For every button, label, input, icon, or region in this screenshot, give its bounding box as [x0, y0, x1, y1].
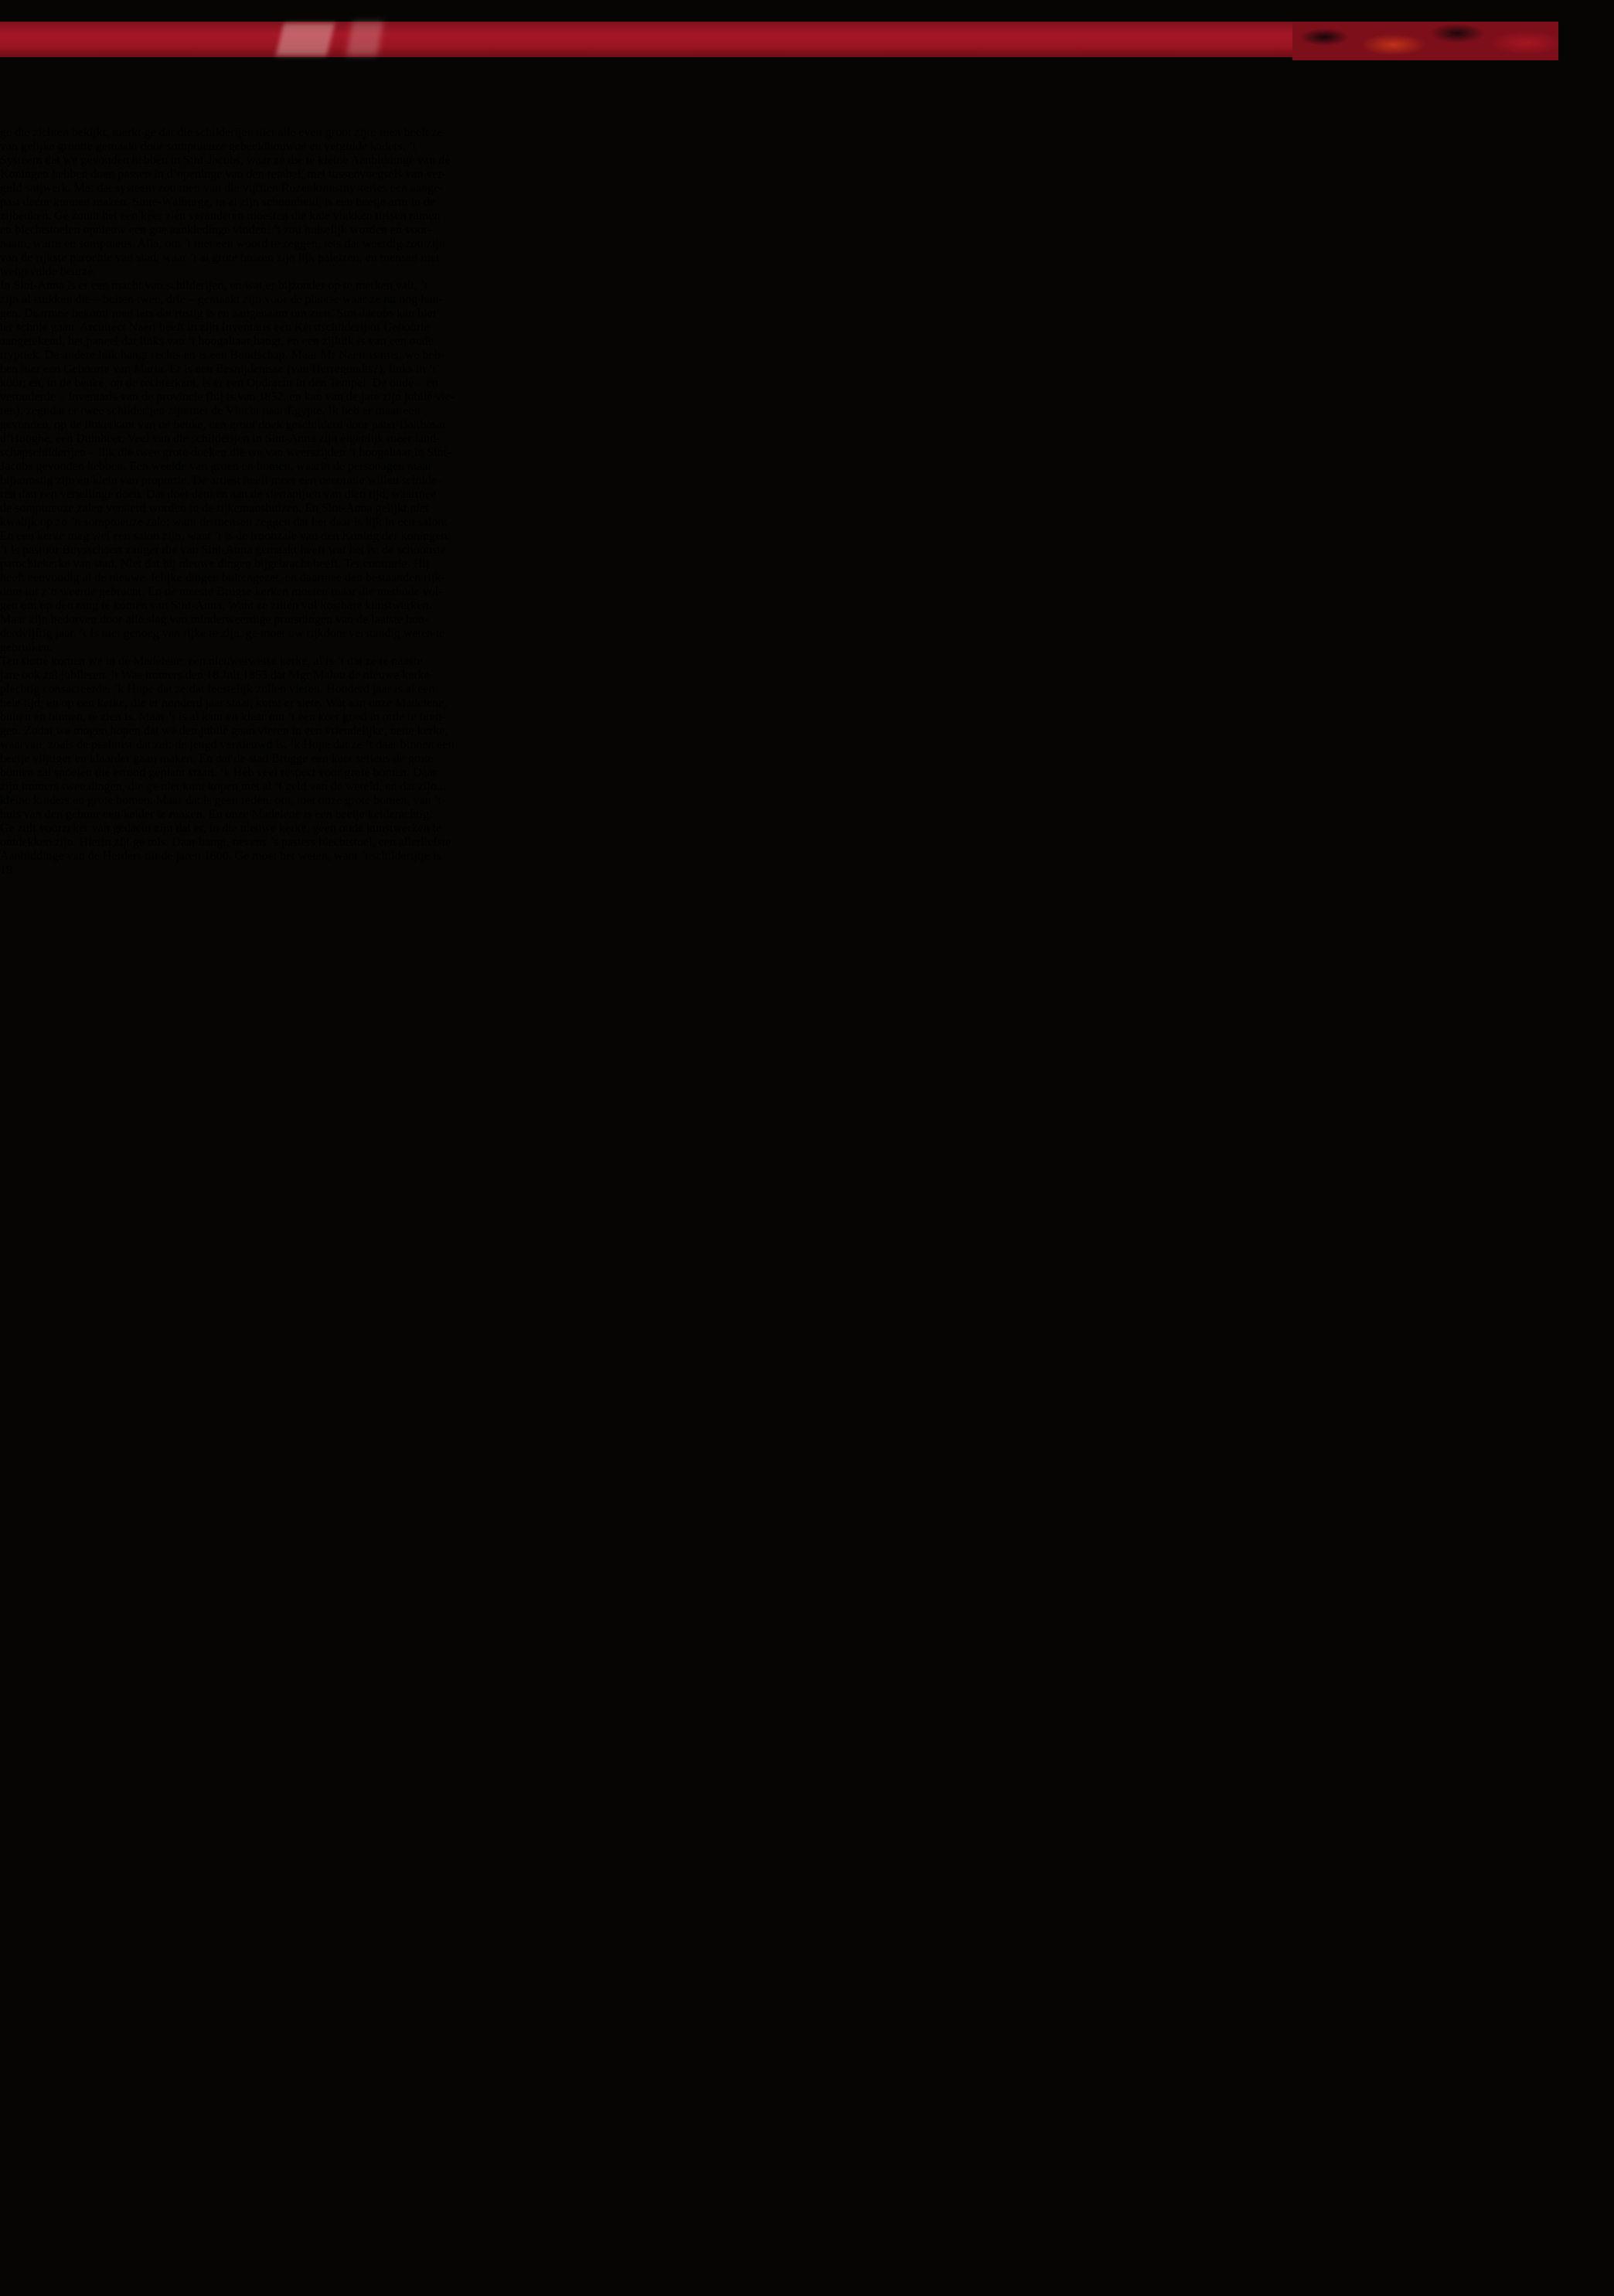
text-line: koor; en, in de beuke, op de rechterkant, is er een Opdracht in den Tempel. De oude – en	[0, 376, 438, 390]
text-line: gebruiken.	[0, 641, 53, 654]
text-line: bomen zal snoeien die errond geplant staan. ’k Heb veel respect voor grote bomen. Daar	[0, 766, 438, 779]
text-line: buiten en binnen, te zien is. Maar ’t is al kant en klaar om ’t een keer goed in orde te bren-	[0, 710, 446, 724]
page-text	[0, 126, 1614, 864]
text-line: de somptueuze zalen versierd worden in de rijkemanshuizen. En Sint-Anna gelijkt niet	[0, 502, 429, 515]
text-line: aangetekend, het paneel dat links van ’t hoogaltaar hangt, en een zijluik is van een oude	[0, 335, 434, 348]
text-line: kleine kinders en grote bomen. Maar dat is geen reden, om, met onze grote bomen, van ’t	[0, 794, 442, 807]
text-line: zijn immers twee dingen, die ge niet kunt kopen met al ’t geld van de wereld, en dat zijn...	[0, 780, 446, 793]
ink-showthrough	[0, 87, 479, 126]
text-line: ren), zegt dat er twee schilderijen zijn met de Vlucht naar Egypte. Ik heb er maar een	[0, 404, 421, 417]
text-line: van gelijke grootte gemaakt door somptueuze gebeeldhouwde en vergulde kaders. ’t	[0, 140, 417, 153]
text-line: welgevulde beurze.	[0, 265, 97, 278]
text-line: verouderde – Inventaris van de provincie (hij is van 1852, en kan van de jare zijn jubilé vie-	[0, 390, 455, 404]
text-line: guld snijwerk. Met dat systeem zou men van die vijftien Rozenkransmysteries een aange-	[0, 182, 444, 195]
text-line: derdvijftig jaar. ’t Is niet genoeg van rijke te zijn, ge moet uw rijkdom verstandig weten te	[0, 627, 445, 640]
text-line: Jacobs gevonden hebben. Een weelde van groen en bomen, waarin de personagen maar	[0, 460, 432, 473]
book-page-paper	[0, 0, 1614, 877]
text-line: bijkomstig zijn en klein van proportie. De artiest heeft meer een decoratie willen schilde-	[0, 474, 441, 487]
text-line: kwalijk op zo ’n somptueuze zale; want de mensen zeggen dat het daar is lijk in een salon.	[0, 516, 448, 529]
text-line: heeft eenvoudig al de nieuwe, lelijke dingen buitengezet, en daarmee den bestaanden rijk-	[0, 571, 445, 584]
text-line: ontdekken zijn. Hierin zijt ge mis. Daar hangt, nevens ’s pasters biechtstoel, een allerliefste	[0, 836, 451, 849]
text-line: zijn al stukken die – buiten twee, drie – gemaakt zijn voor de plaatse waar ze nu nog han-	[0, 293, 443, 306]
text-line: beetje vlijtiger en klaarder gaan maken. En dat de stad Brugge een keer serieus de grote	[0, 752, 434, 765]
text-line: En een kerke mag wel een salon zijn, want ’t is de troonzale van den Koning der koningen.	[0, 530, 451, 543]
text-line: jare ook zal jubileren. ’t Was immers den 18 Juli 1853 dat Mgr Malou de nieuwe kerke	[0, 669, 430, 682]
text-line: gevonden, op de linkerkant van de beuke, een groot doek geschilderd door pater Balthasar	[0, 418, 447, 431]
text-line: waarvan, zoals de psalmist dat zei: de jeugd vernieuwd is. ’k Hope dat ze ’t daar binnen een	[0, 738, 455, 751]
text-line: tryptiek. De andere luik hangt rechts en is een Boodschap. Maar Mr Naert is mis; we heb-	[0, 349, 444, 362]
text-line: plechtig consacreerde. ’k Hope dat ze dat feestelijk zullen vieren. Honderd jaar is al een	[0, 683, 435, 696]
text-line: Aanbiddinge van de Herders uit de jaren 1600. Ge moet het weten, want ’t schilderijtje is	[0, 850, 441, 863]
text-line: ben hier een Geboorte van Maria. Er is een Besnijdenisse (van Herregoudts?), links in ’t	[0, 363, 436, 376]
text-line: Ge zult voorzeker van gedacht zijn dat er, in die nieuwe kerke, geen oude kunstwerken te	[0, 822, 442, 835]
facing-page-edge	[0, 54, 45, 2256]
text-line: gen. Zodat we mogen hopen dat we den jubilé gaan vieren in een vriendelijke, nette kerke,	[0, 724, 448, 738]
tape-shine	[346, 22, 383, 56]
text-line: ter schole gaan. Architect Naert heeft in zijn Inventaris een Kerstschilderij of Geboorte	[0, 321, 430, 334]
text-line: hele tijd; en op een kerke, die er honderd jaar staat, komt er slete. Wat aan onze Madelene,	[0, 697, 448, 710]
text-line: naam, warm en somptueus. Alla, om ’t met een woord te zeggen, iets dat weerdig zou zijn	[0, 237, 445, 250]
text-line: Maar zijn bedorven door alle slag van minderweerdige prutsdingen van de laatste hon-	[0, 613, 429, 626]
text-line: en biechtstoelen opnieuw een goe aankledinge vinden: ’t zou huiselijk worden en voor-	[0, 223, 432, 237]
text-line: zijbeuken. Ge zoudt het een keer zien veranderen moesten die kale vlakken tussen ramen	[0, 210, 441, 223]
text-line: gen om op den rang te komen van Sint-Anna. Want ze zitten vol kostbare kunstwerken.	[0, 599, 432, 612]
text-line: ge die zichten bekijkt, merkt ge dat die schilderijen niet alle even groot zijn: men heeft ze	[0, 126, 443, 139]
text-line: Koningen hebben doen passen in d’openinge van den retabel, met tussenvoegsels van ver-	[0, 168, 446, 181]
tape-shine	[276, 23, 335, 56]
text-line: schapschilderijen – lijk die twee grote doeken die we van weerszijden ’t hoogaltaar in Sint-	[0, 446, 451, 459]
text-line: Ten slotte komen we in de Madelene: een nieuwerwetse kerke, al is ’t dat ze te naaste	[0, 655, 423, 668]
text-line: d’Hooghe, een Duinheer. Veel van die schilderijen in Sint-Anna zijn eigenlijk meer land-	[0, 432, 441, 445]
cover-top-marbling	[1292, 22, 1558, 60]
page-number: 19	[0, 864, 12, 877]
text-line: van de rijkste parochie van stad, waar ’t al grote huizen zijn lijk paleizen, en mensen met	[0, 251, 440, 264]
text-line: past decor kunnen maken. Sinte-Walburge, in al zijn schoonheid, is een beetje arm in de	[0, 196, 436, 209]
text-line: dom tot z’n weerde gebracht. En de meeste Brugse kerken moeten maar die methòde vol-	[0, 585, 443, 598]
text-line: ren dan een vertellinge doen. Dat doet denken aan de siertapijten van dien tijd, waarmee	[0, 488, 437, 501]
text-line: In Sint-Anna is er een macht van schilderijen, en wat er bijzonder op te merken valt, ’t	[0, 279, 428, 292]
text-line: Systeem dat we gevonden hebben in Sint-Jacobs, waar ze die te kleine Aanbiddinge van de	[0, 154, 451, 167]
text-line: parochiekerke van stad. Niet dat hij nieuwe dingen bijgebracht heeft. Ter contrarie. Hij	[0, 557, 430, 571]
text-line: ’t Is pastoor Buysschaert zaliger die van Sint-Anna gemaakt heeft wat het is: de schoonste	[0, 543, 446, 557]
text-line: gen. Daarmee bekomt men iets dat rustig is en aangenaam om zien. Sint-Jacobs kan hier	[0, 307, 438, 320]
text-line: huis van den gebuur een kelder te maken. En onze Madelene is een beetje kelderachtig.	[0, 808, 432, 821]
